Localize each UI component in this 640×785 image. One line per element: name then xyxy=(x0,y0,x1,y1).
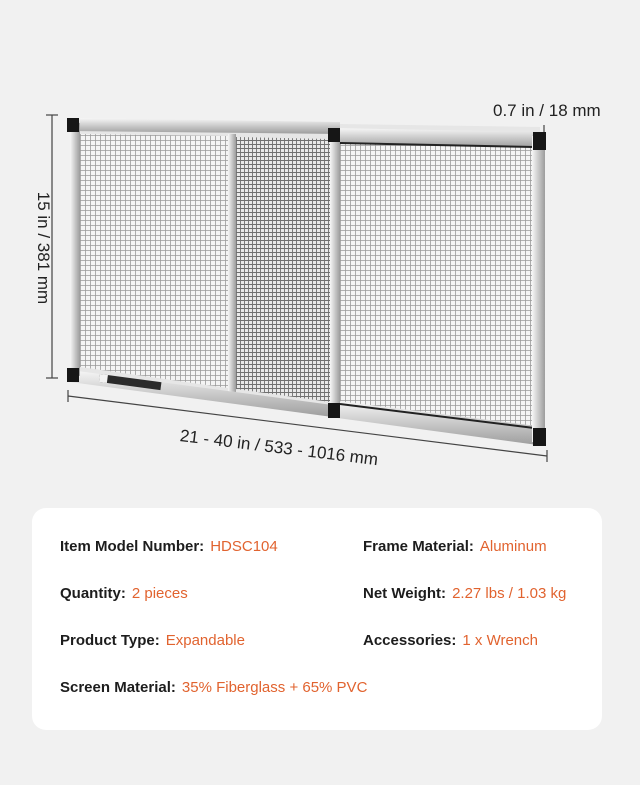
spec-value: 2 pieces xyxy=(131,585,188,602)
spec-frame-material xyxy=(363,538,547,555)
spec-value: 2.27 lbs / 1.03 kg xyxy=(452,585,567,602)
spec-label: Frame Material: xyxy=(363,538,474,555)
spec-label: Accessories: xyxy=(363,632,457,649)
spec-accessories xyxy=(363,632,538,649)
width-dimension-label: 21 - 40 in / 533 - 1016 mm xyxy=(178,426,380,470)
spec-model xyxy=(60,538,278,555)
depth-dimension-label: 0.7 in / 18 mm xyxy=(493,101,601,120)
spec-value: 1 x Wrench xyxy=(462,632,538,649)
specifications-card xyxy=(32,508,602,730)
spec-value: HDSC104 xyxy=(210,538,278,555)
mesh-panel-right xyxy=(340,144,534,428)
spec-value: 35% Fiberglass + 65% PVC xyxy=(181,679,368,696)
spec-value: Aluminum xyxy=(479,538,547,555)
spec-label: Product Type: xyxy=(60,632,160,649)
spec-label: Net Weight: xyxy=(363,585,447,602)
spec-label: Item Model Number: xyxy=(60,538,205,555)
mesh-panel-middle xyxy=(236,137,330,402)
spec-value: Expandable xyxy=(165,632,245,649)
spec-product-type xyxy=(60,632,245,649)
spec-quantity xyxy=(60,585,188,602)
spec-label: Screen Material: xyxy=(60,679,176,696)
mesh-panel-left xyxy=(80,134,228,388)
spec-screen-material xyxy=(60,679,367,696)
right-screen-frame xyxy=(328,128,546,446)
height-dimension-label: 15 in / 381 mm xyxy=(34,191,53,305)
spec-net-weight xyxy=(363,585,566,602)
spec-label: Quantity: xyxy=(60,585,126,602)
